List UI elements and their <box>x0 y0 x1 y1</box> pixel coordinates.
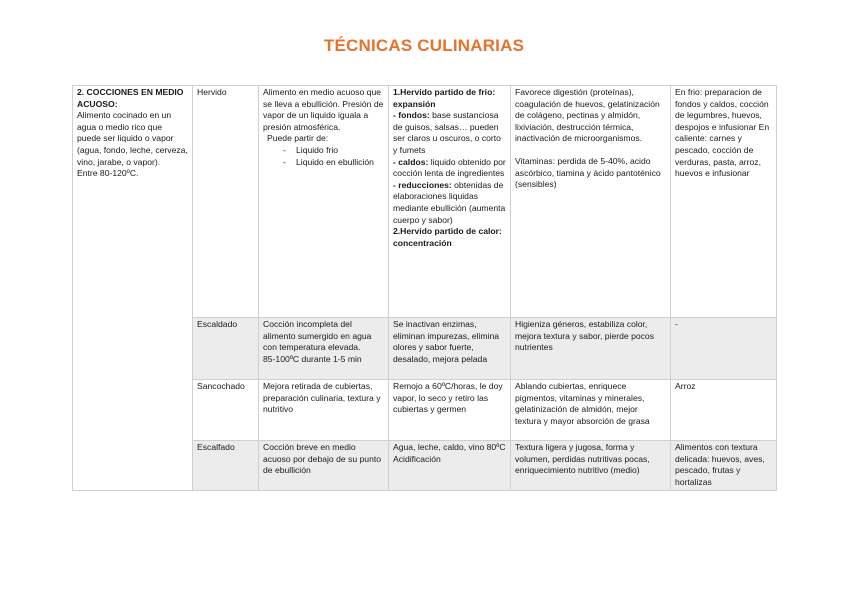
section-cell <box>73 86 193 491</box>
technique-definition: Mejora retirada de cubiertas, preparación culinaria, textura y nutritivo <box>259 380 389 441</box>
technique-name: Escalfado <box>193 441 259 491</box>
technique-applications: En frio: preparacion de fondos y caldos, cocción de legumbres, huevos, despojos e infusionar En caliente: carnes y pescado, cocción de verduras, pasta, arroz, huevos e infusionar <box>671 86 777 318</box>
fondos-label: - fondos: <box>393 110 430 121</box>
section-temperature: Entre 80-120ºC. <box>77 168 139 179</box>
caldos-text: liquido obtenido por cocción lenta de ingredientes <box>393 156 506 179</box>
technique-effects: Higieniza géneros, estabiliza color, mejora textura y sabor, pierde pocos nutrientes <box>511 318 671 380</box>
process-reducciones <box>393 180 506 226</box>
definition-intro: Puede partir de: <box>267 133 329 144</box>
definition-extra: 85-100ºC durante 1-5 min <box>263 353 362 364</box>
definition-list <box>263 145 384 168</box>
process-part2-title: 2.Hervido partido de calor: concentración <box>393 226 502 248</box>
process-text: Agua, leche, caldo, vino 80ºC <box>393 442 506 452</box>
technique-process <box>389 441 511 491</box>
technique-definition <box>259 318 389 380</box>
technique-applications: Alimentos con textura delicada: huevos, aves, pescado, frutas y hortalizas <box>671 441 777 491</box>
definition-text: Alimento en medio acuoso que se lleva a ebullición. Presión de vapor de un liquido iguala a presión atmosférica. <box>263 87 384 132</box>
technique-name: Escaldado <box>193 318 259 380</box>
caldos-label: - caldos: <box>393 156 429 167</box>
process-caldos <box>393 157 506 180</box>
effects-main: Favorece digestión (proteínas), coagulación de huevos, gelatinización de colágeno, pectinas y almidón, lixiviación, destrucción térmica, inactivación de microorganismos. <box>515 87 660 144</box>
technique-name: Hervido <box>193 86 259 318</box>
technique-effects <box>511 86 671 318</box>
reducciones-label: - reducciones: <box>393 179 452 190</box>
technique-definition: Cocción breve en medio acuoso por debajo de su punto de ebullición <box>259 441 389 491</box>
fondos-text: base sustanciosa de guisos, salsas… pueden ser claros u oscuros, o corto y fumets <box>393 110 501 155</box>
technique-definition <box>259 86 389 318</box>
technique-effects: Ablando cubiertas, enriquece pigmentos, vitaminas y minerales, gelatinización de almidón, mejor textura y mayor absorción de grasa <box>511 380 671 441</box>
techniques-table <box>72 85 777 491</box>
section-heading: 2. COCCIONES EN MEDIO ACUOSO: <box>77 87 184 109</box>
table-row <box>73 86 777 318</box>
technique-effects: Textura ligera y jugosa, forma y volumen, perdidas nutritivas pocas, enriquecimiento nutritivo (medio) <box>511 441 671 491</box>
technique-name: Sancochado <box>193 380 259 441</box>
technique-process: Remojo a 60ºC/horas, le doy vapor, lo seco y retiro las cubiertas y germen <box>389 380 511 441</box>
technique-process: Se inactivan enzimas, eliminan impurezas, elimina olores y sabor fuerte, desalado, mejora pelada <box>389 318 511 380</box>
effects-extra: Vitaminas: perdida de 5-40%, acido ascórbico, tiamina y ácido pantoténico (sensibles) <box>515 155 661 190</box>
page-title: TÉCNICAS CULINARIAS <box>323 36 525 55</box>
technique-applications: Arroz <box>671 380 777 441</box>
process-fondos <box>393 110 506 156</box>
process-extra: Acidificación <box>393 453 441 464</box>
reducciones-text: obtenidas de elaboraciones liquidas mediante ebullición (aumenta cuerpo y sabor) <box>393 179 506 225</box>
technique-applications: - <box>671 318 777 380</box>
process-part1-title: 1.Hervido partido de frio: expansión <box>393 87 496 109</box>
list-item: - Liquido en ebullición <box>272 157 384 169</box>
definition-text: Cocción incompleta del alimento sumergido en agua con temperatura elevada. <box>263 319 372 353</box>
list-item: - Liquido frio <box>272 145 384 157</box>
section-description: Alimento cocinado en un agua o medio rico que puede ser liquido o vapor (agua, fondo, leche, cerveza, vino, jarabe, o vapor). <box>77 110 188 167</box>
technique-process <box>389 86 511 318</box>
